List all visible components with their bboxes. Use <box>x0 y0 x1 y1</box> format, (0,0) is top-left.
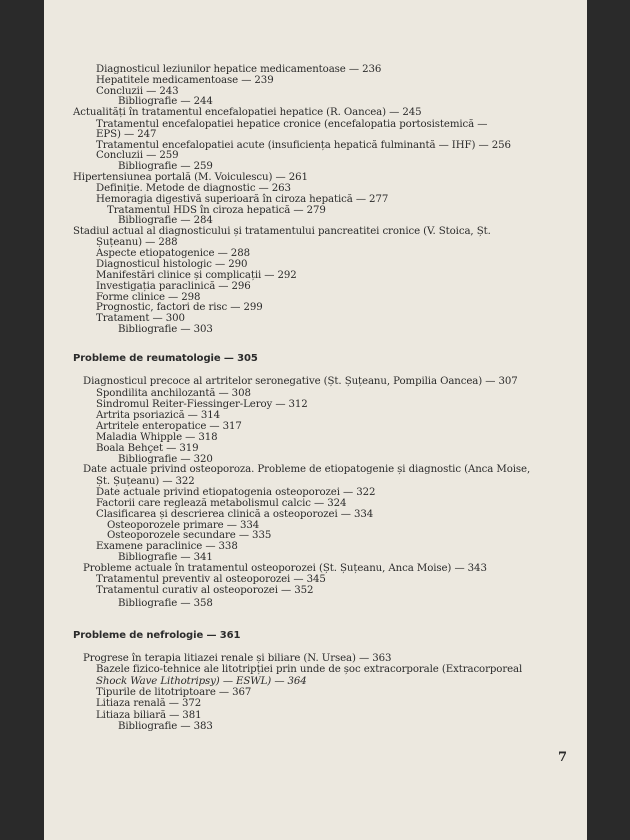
section-heading-nefrologie: Probleme de nefrologie — 361 <box>73 630 241 641</box>
toc-entry: Bibliografie — 341 <box>118 552 213 563</box>
toc-entry: Bibliografie — 383 <box>118 721 213 732</box>
toc-entry: Diagnosticul histologic — 290 <box>96 259 248 270</box>
toc-entry: Definiție. Metode de diagnostic — 263 <box>96 183 291 194</box>
toc-entry: Progrese în terapia litiazei renale și biliare (N. Ursea) — 363 <box>83 653 392 664</box>
toc-entry: Manifestări clinice și complicații — 292 <box>96 270 297 281</box>
toc-entry: Osteoporozele secundare — 335 <box>107 530 272 541</box>
page-number: 7 <box>558 750 568 765</box>
toc-entry: Osteoporozele primare — 334 <box>107 520 260 531</box>
toc-entry: Bibliografie — 303 <box>118 324 213 335</box>
toc-entry: Prognostic, factori de risc — 299 <box>96 302 263 313</box>
section-heading-reumatologie: Probleme de reumatologie — 305 <box>73 353 258 364</box>
toc-entry: Litiaza renală — 372 <box>96 698 202 709</box>
toc-entry: Forme clinice — 298 <box>96 292 201 303</box>
toc-entry: Maladia Whipple — 318 <box>96 432 218 443</box>
toc-entry: Probleme actuale în tratamentul osteoporozei (Șt. Șuțeanu, Anca Moise) — 343 <box>83 563 487 574</box>
toc-entry: Aspecte etiopatogenice — 288 <box>96 248 250 259</box>
toc-entry: Concluzii — 259 <box>96 150 179 161</box>
toc-entry: Clasificarea și descrierea clinică a osteoporozei — 334 <box>96 509 374 520</box>
toc-entry: Boala Behçet — 319 <box>96 443 199 454</box>
toc-entry: Tratamentul HDS în ciroza hepatică — 279 <box>107 205 326 216</box>
toc-entry: Actualități în tratamentul encefalopatiei hepatice (R. Oancea) — 245 <box>73 107 422 118</box>
toc-entry: Bibliografie — 320 <box>118 454 213 465</box>
toc-entry: Investigația paraclinică — 296 <box>96 281 251 292</box>
toc-entry: Bibliografie — 284 <box>118 215 213 226</box>
toc-entry: Diagnosticul precoce al artritelor seronegative (Șt. Șuțeanu, Pompilia Oancea) — 307 <box>83 376 518 387</box>
toc-entry: Șt. Șuțeanu) — 322 <box>96 476 195 487</box>
toc-entry: Tratamentul encefalopatiei hepatice cronice (encefalopatia portosistemică — <box>96 119 488 130</box>
toc-entry: Hemoragia digestivă superioară în ciroza hepatică — 277 <box>96 194 389 205</box>
toc-entry: Examene paraclinice — 338 <box>96 541 238 552</box>
toc-entry: Bazele fizico-tehnice ale litotripției prin unde de șoc extracorporale (Extracorporeal <box>96 664 523 675</box>
toc-entry: Tratamentul curativ al osteoporozei — 352 <box>96 585 314 596</box>
toc-entry: Tratament — 300 <box>96 313 185 324</box>
toc-entry: Bibliografie — 259 <box>118 161 213 172</box>
toc-entry: Tratamentul preventiv al osteoporozei — 345 <box>96 574 326 585</box>
toc-entry: Artritele enteropatice — 317 <box>96 421 242 432</box>
toc-entry: Date actuale privind osteoporoza. Probleme de etiopatogenie și diagnostic (Anca Moise, <box>83 464 531 475</box>
toc-entry: Shock Wave Lithotripsy) — ESWL) — 364 <box>96 676 307 687</box>
toc-entry: Stadiul actual al diagnosticului și tratamentului pancreatitei cronice (V. Stoica, Șt. <box>73 226 491 237</box>
toc-entry: Bibliografie — 244 <box>118 96 213 107</box>
toc-entry: Sindromul Reiter-Fiessinger-Leroy — 312 <box>96 399 308 410</box>
toc-entry: Hepatitele medicamentoase — 239 <box>96 75 274 86</box>
toc-entry: Factorii care reglează metabolismul calcic — 324 <box>96 498 347 509</box>
toc-entry: Litiaza biliară — 381 <box>96 710 202 721</box>
toc-entry: Concluzii — 243 <box>96 86 179 97</box>
toc-entry: Diagnosticul leziunilor hepatice medicamentoase — 236 <box>96 64 382 75</box>
toc-entry: Șuțeanu) — 288 <box>96 237 178 248</box>
toc-entry: Date actuale privind etiopatogenia osteoporozei — 322 <box>96 487 376 498</box>
book-page <box>44 0 587 840</box>
toc-entry: Spondilita anchilozantă — 308 <box>96 388 251 399</box>
toc-entry: EPS) — 247 <box>96 129 157 140</box>
toc-entry: Tratamentul encefalopatiei acute (insuficiența hepatică fulminantă — IHF) — 256 <box>96 140 511 151</box>
toc-entry: Bibliografie — 358 <box>118 598 213 609</box>
toc-entry: Artrita psoriazică — 314 <box>96 410 221 421</box>
toc-entry: Tipurile de litotriptoare — 367 <box>96 687 252 698</box>
toc-entry: Hipertensiunea portală (M. Voiculescu) — 261 <box>73 172 308 183</box>
